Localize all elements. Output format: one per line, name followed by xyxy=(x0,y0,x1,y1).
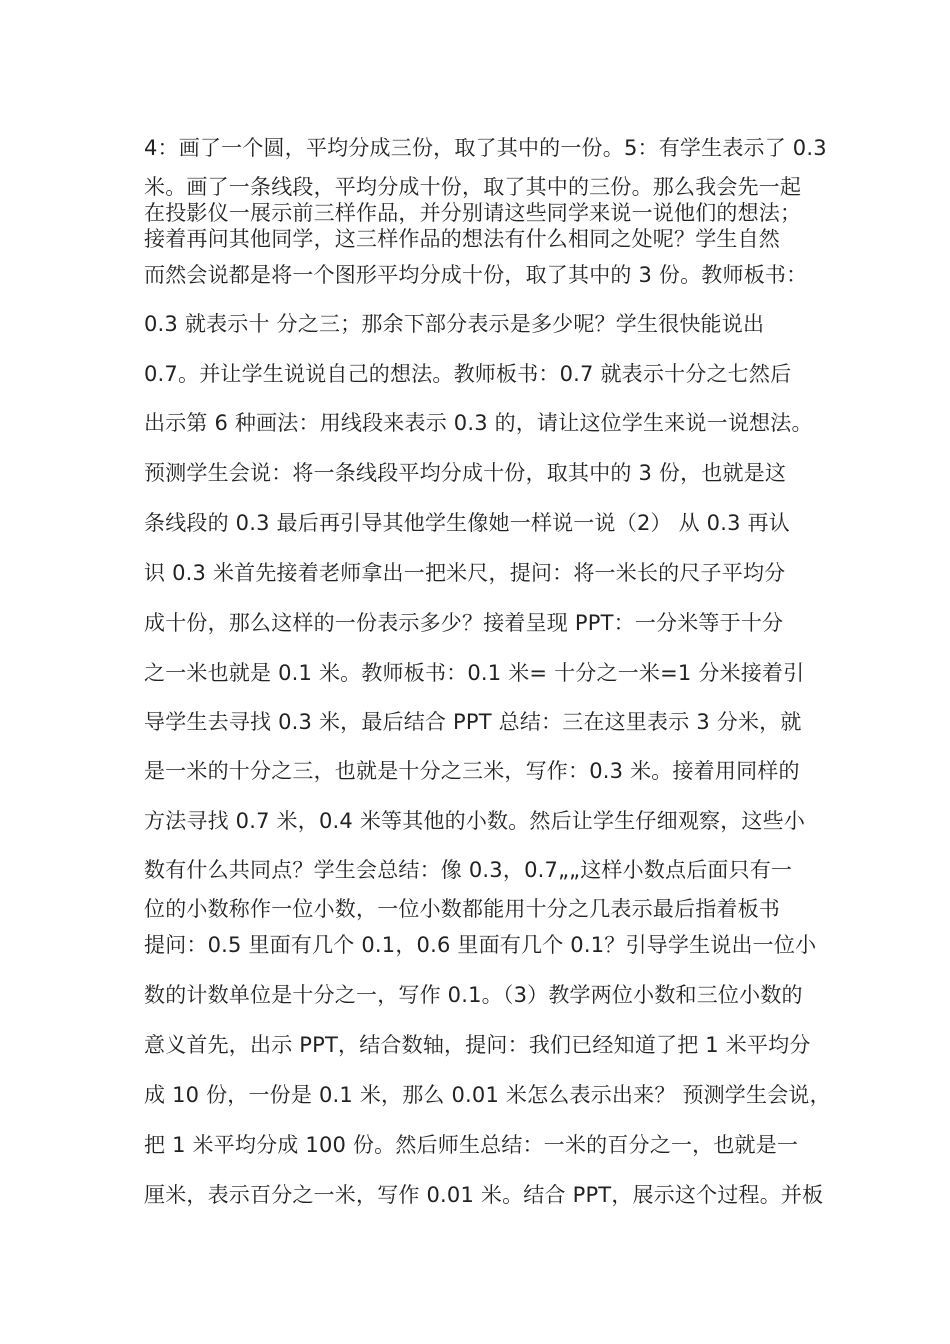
text-line: 位的小数称作一位小数，一位小数都能用十分之几表示最后指着板书 xyxy=(144,897,780,921)
text-line: 成十份，那么这样的一份表示多少？接着呈现 PPT：一分米等于十分 xyxy=(144,611,784,635)
text-line: 米。画了一条线段，平均分成十份，取了其中的三份。那么我会先一起 xyxy=(144,175,802,199)
text-line: 在投影仪一展示前三样作品，并分别请这些同学来说一说他们的想法； xyxy=(144,201,802,225)
text-line: 条线段的 0.3 最后再引导其他学生像她一样说一说（2） 从 0.3 再认 xyxy=(144,511,790,535)
text-line: 方法寻找 0.7 米，0.4 米等其他的小数。然后让学生仔细观察，这些小 xyxy=(144,809,806,833)
text-line: 0.7。并让学生说说自己的想法。教师板书：0.7 就表示十分之七然后 xyxy=(144,362,792,386)
text-line: 导学生去寻找 0.3 米，最后结合 PPT 总结：三在这里表示 3 分米，就 xyxy=(144,710,802,734)
text-line: 预测学生会说：将一条线段平均分成十份，取其中的 3 份，也就是这 xyxy=(144,461,787,485)
text-line: 数的计数单位是十分之一，写作 0.1。（3）教学两位小数和三位小数的 xyxy=(144,983,803,1007)
text-line: 意义首先，出示 PPT，结合数轴，提问：我们已经知道了把 1 米平均分 xyxy=(144,1033,811,1057)
text-line: 4：画了一个圆，平均分成三份，取了其中的一份。5：有学生表示了 0.3 xyxy=(144,136,827,160)
text-line: 之一米也就是 0.1 米。教师板书：0.1 米= 十分之一米=1 分米接着引 xyxy=(144,661,805,685)
text-line: 而然会说都是将一个图形平均分成十份，取了其中的 3 份。教师板书： xyxy=(144,263,808,287)
text-line: 数有什么共同点？学生会总结：像 0.3，0.7„„这样小数点后面只有一 xyxy=(144,858,793,882)
text-line: 提问：0.5 里面有几个 0.1，0.6 里面有几个 0.1？引导学生说出一位小 xyxy=(144,933,817,957)
text-line: 接着再问其他同学，这三样作品的想法有什么相同之处呢？学生自然 xyxy=(144,227,780,251)
text-line: 把 1 米平均分成 100 份。然后师生总结：一米的百分之一，也就是一 xyxy=(144,1133,799,1157)
text-line: 成 10 份，一份是 0.1 米，那么 0.01 米怎么表示出来？ 预测学生会说， xyxy=(144,1083,831,1107)
text-line: 厘米，表示百分之一米，写作 0.01 米。结合 PPT，展示这个过程。并板 xyxy=(144,1183,824,1207)
text-line: 0.3 就表示十 分之三；那余下部分表示是多少呢？学生很快能说出 xyxy=(144,312,765,336)
text-line: 识 0.3 米首先接着老师拿出一把米尺，提问：将一米长的尺子平均分 xyxy=(144,561,786,585)
text-line: 出示第 6 种画法：用线段来表示 0.3 的，请让这位学生来说一说想法。 xyxy=(144,411,813,435)
text-line: 是一米的十分之三，也就是十分之三米，写作：0.3 米。接着用同样的 xyxy=(144,759,800,783)
